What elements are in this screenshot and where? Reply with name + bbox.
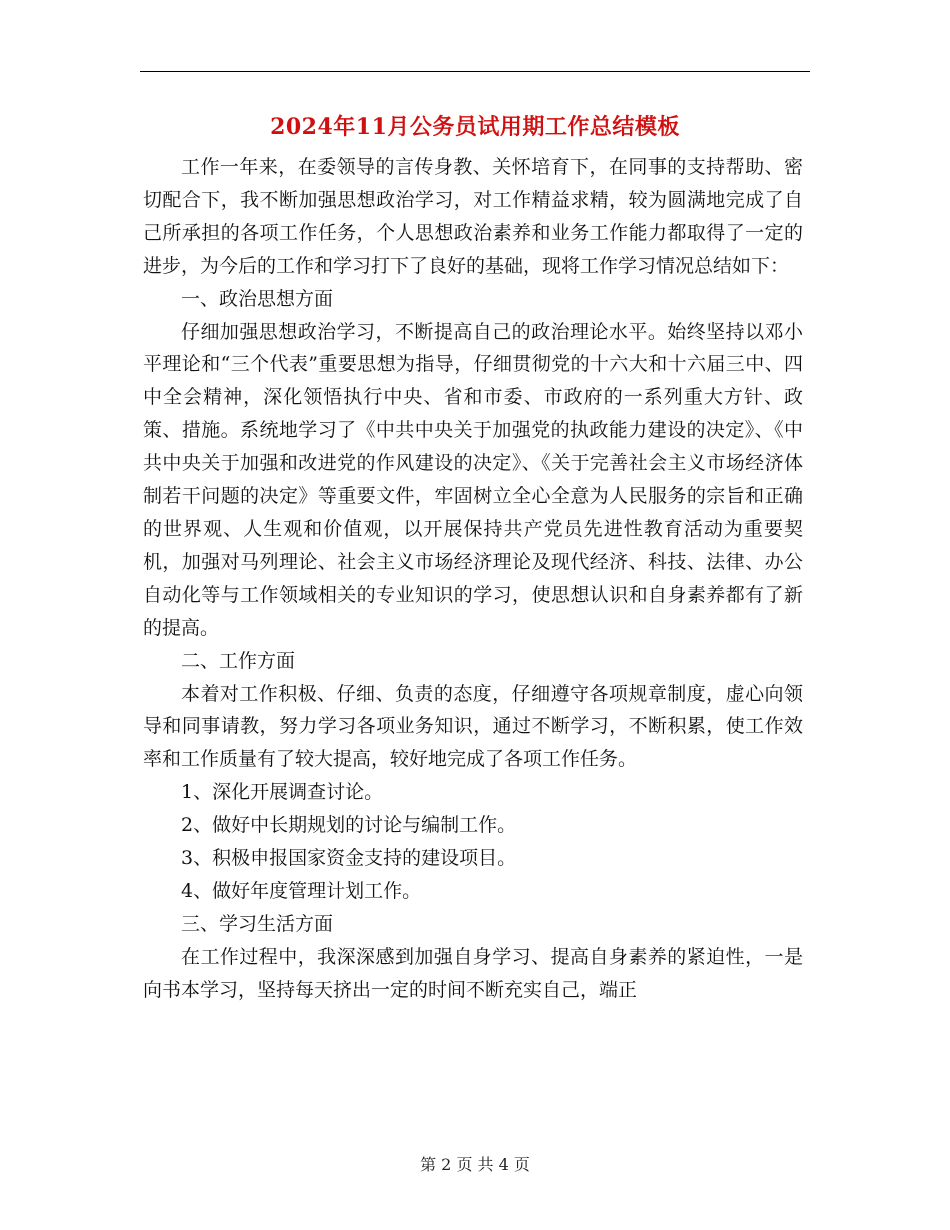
- study-paragraph: 在工作过程中，我深深感到加强自身学习、提高自身素养的紧迫性，一是向书本学习，坚持每天挤出一定的时间不断充实自己，端正: [143, 945, 803, 1001]
- work-item-3: 3、积极申报国家资金支持的建设项目。: [181, 847, 517, 870]
- document-body: [143, 151, 803, 1007]
- section-heading-work: 二、工作方面: [181, 649, 296, 672]
- document-title: 2024年11月公务员试用期工作总结模板: [270, 114, 680, 140]
- section-heading-study: 三、学习生活方面: [181, 912, 334, 935]
- politics-paragraph: 仔细加强思想政治学习，不断提高自己的政治理论水平。始终坚持以邓小平理论和“三个代表”重要思想为指导，仔细贯彻党的十六大和十六届三中、四中全会精神，深化领悟执行中央、省和市委、市政府的一系列重大方针、政策、措施。系统地学习了《中共中央关于加强党的执政能力建设的决定》、《中共中央关于加强和改进党的作风建设的决定》、《关于完善社会主义市场经济体制若干问题的决定》等重要文件，牢固树立全心全意为人民服务的宗旨和正确的世界观、人生观和价值观，以开展保持共产党员先进性教育活动为重要契机，加强对马列理论、社会主义市场经济理论及现代经济、科技、法律、办公自动化等与工作领域相关的专业知识的学习，使思想认识和自身素养都有了新的提高。: [143, 320, 803, 639]
- work-item-1: 1、深化开展调查讨论。: [181, 781, 384, 804]
- intro-paragraph: 工作一年来，在委领导的言传身教、关怀培育下，在同事的支持帮助、密切配合下，我不断加强思想政治学习，对工作精益求精，较为圆满地完成了自己所承担的各项工作任务，个人思想政治素养和业务工作能力都取得了一定的进步，为今后的工作和学习打下了良好的基础，现将工作学习情况总结如下：: [143, 156, 803, 277]
- section-heading-politics: 一、政治思想方面: [181, 287, 334, 310]
- work-paragraph: 本着对工作积极、仔细、负责的态度，仔细遵守各项规章制度，虚心向领导和同事请教，努力学习各项业务知识，通过不断学习，不断积累，使工作效率和工作质量有了较大提高，较好地完成了各项工作任务。: [143, 682, 803, 771]
- work-item-2: 2、做好中长期规划的讨论与编制工作。: [181, 814, 517, 837]
- header-rule: [140, 71, 810, 72]
- work-item-4: 4、做好年度管理计划工作。: [181, 879, 422, 902]
- page-number-footer: 第 2 页 共 4 页: [420, 1155, 530, 1174]
